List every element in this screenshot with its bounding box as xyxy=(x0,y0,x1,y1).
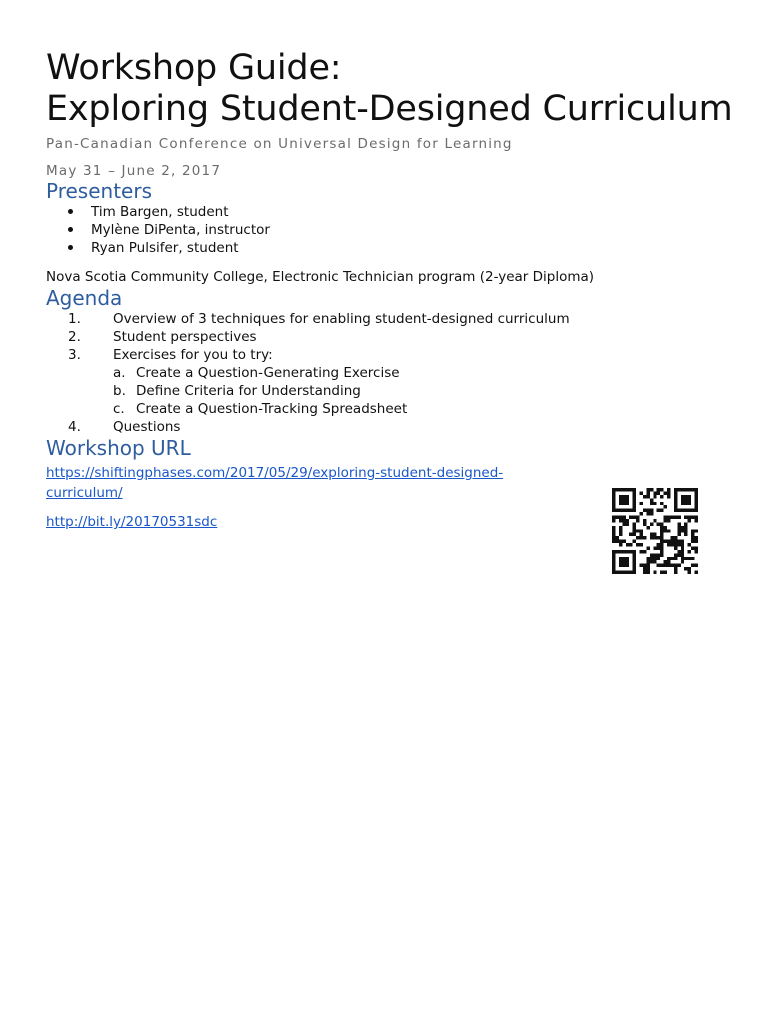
agenda-item-number: 2. xyxy=(68,329,81,345)
agenda-subitem-letter: c. xyxy=(113,401,125,417)
agenda-subitem xyxy=(113,400,736,418)
presenter-item: Tim Bargen, student xyxy=(46,203,736,221)
conference-subtitle: Pan-Canadian Conference on Universal Design for Learning xyxy=(46,136,513,152)
presenters-list xyxy=(46,203,736,257)
agenda-subitem xyxy=(113,382,736,400)
agenda-item-number: 3. xyxy=(68,347,81,363)
agenda-heading: Agenda xyxy=(46,286,123,310)
conference-date: May 31 – June 2, 2017 xyxy=(46,163,222,179)
agenda-item-text: Exercises for you to try: xyxy=(113,347,273,363)
title-line-2: Exploring Student-Designed Curriculum xyxy=(46,89,733,129)
agenda-item-number: 1. xyxy=(68,311,81,327)
qr-code-icon xyxy=(612,488,698,574)
agenda-subitem-text: Create a Question-Tracking Spreadsheet xyxy=(136,401,408,417)
agenda-subitem-text: Define Criteria for Understanding xyxy=(136,383,361,399)
agenda-subitem-letter: a. xyxy=(113,365,126,381)
long-url-link[interactable]: https://shiftingphases.com/2017/05/29/exploring-student-designed-curriculum/ xyxy=(46,465,504,501)
agenda-list xyxy=(46,310,736,436)
college-program: Nova Scotia Community College, Electronic Technician program (2-year Diploma) xyxy=(46,269,595,285)
agenda-item-text: Student perspectives xyxy=(113,329,257,345)
workshop-url-heading: Workshop URL xyxy=(46,436,191,460)
agenda-item xyxy=(46,310,736,328)
agenda-item xyxy=(46,418,736,436)
agenda-item-number: 4. xyxy=(68,419,81,435)
agenda-item-text: Overview of 3 techniques for enabling student-designed curriculum xyxy=(113,311,570,327)
short-url-link[interactable]: http://bit.ly/20170531sdc xyxy=(46,514,218,530)
presenters-heading: Presenters xyxy=(46,179,152,203)
agenda-sublist xyxy=(113,364,736,418)
title-line-1: Workshop Guide: xyxy=(46,48,342,88)
agenda-item xyxy=(46,328,736,346)
long-url-block xyxy=(46,462,536,502)
agenda-subitem xyxy=(113,364,736,382)
document-title xyxy=(46,48,736,130)
presenter-item: Mylène DiPenta, instructor xyxy=(46,221,736,239)
document-page xyxy=(46,48,736,531)
agenda-subitem-text: Create a Question-Generating Exercise xyxy=(136,365,400,381)
agenda-item-text: Questions xyxy=(113,419,181,435)
presenter-item: Ryan Pulsifer, student xyxy=(46,239,736,257)
agenda-item xyxy=(46,346,736,418)
agenda-subitem-letter: b. xyxy=(113,383,126,399)
